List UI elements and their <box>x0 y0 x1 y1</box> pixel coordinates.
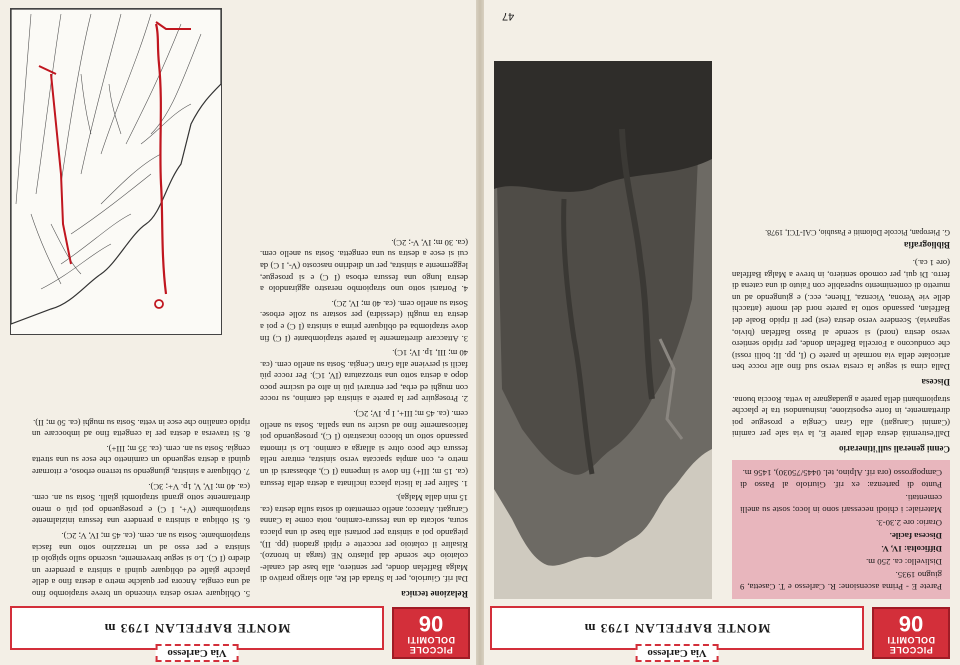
relazione-paragraph: 6. Si obliqua a sinistra a prendere una fessura inizialmente strapiombante (V+, I C) e proseguendo poi più o meno direttamente sotto grandi strapiombi gialli. Sosta su an. cem. (ca. 40 m; IV, V, 1p. V+; 3C). <box>32 481 250 527</box>
page-number: 47 <box>502 10 515 22</box>
left-page <box>482 0 960 665</box>
info-line: Discesa facile. <box>889 531 942 541</box>
mountain-photo <box>494 61 712 599</box>
section-text: Dalla cima si segue la cresta verso sud fino alle rocce ben articolate della via normale in parete O (I, pp. II; bolli rossi) che conducono a Forcella Baffelan donde, per ripido sentiero verso destra (nord) si scende al Passo Baffelan (bivio, segnavia). Scendere verso destra (est) per il ripido Boale del Baffelan, passando sotto la parete nord del monte (attacchi delle vie Verona, Vicenza, Thiene, ecc.) e giungendo ad un muretto di contenimento superabile con l'aiuto di una catena di ferro. Di qui, per comodo sentiero, in breve a Malga Baffelan (ore 1 ca.). <box>732 258 950 373</box>
info-line: Punto di partenza: ex rif. Giuriolo al Passo di Campogrosso (ora rif. Alpino, tel. 0445/75030), 1456 m. <box>740 468 942 490</box>
relazione-paragraph: 2. Proseguire per la parete a sinistra del camino, su rocce con mughi ed erba, per entrarvi più in alto ed uscirne poco dopo a destra sotto una strozzatura (IV, 1C). Per rocce più facili si perviene alla Gran Cengia. Sosta su anello cem. (ca. 40 m; III, 1p. IV; 1C). <box>260 348 468 405</box>
section-heading: Cenni generali sull'itinerario <box>839 444 950 454</box>
route-name: Via Carlesso <box>155 644 238 662</box>
page-header <box>8 605 470 661</box>
mountain-title: MONTE BAFFELAN 1793 m <box>103 621 291 636</box>
section-text: G. Pieropan, Piccole Dolomiti e Pasubio, CAI-TCI, 1978. <box>765 228 950 237</box>
route-topo-drawing <box>10 8 222 335</box>
series-label: PICCOLE <box>889 645 933 655</box>
text-columns <box>732 8 950 599</box>
info-line: Orario: ore 2.30-3. <box>876 518 942 528</box>
section-heading: Bibliografia <box>903 240 950 251</box>
topo-sketch <box>11 9 221 334</box>
section-text: Dall'estremità destra della parete E, la via sale per camini (Camini Carugati) alla Gran Cengia e prosegue poi direttamente, in forte esposizione, insinuandosi tra le placche strapiombanti della parete a guadagnare la vetta. Roccia buona. <box>732 394 950 440</box>
info-line: Materiale: i chiodi necessari sono in loco; soste su anelli cementati. <box>740 493 942 515</box>
series-label: DOLOMITI <box>407 635 455 645</box>
mountain-photo-image <box>494 61 712 599</box>
section-heading: Discesa <box>921 377 950 388</box>
route-info-box <box>732 460 950 599</box>
series-badge <box>392 607 470 659</box>
info-column <box>732 8 950 599</box>
series-badge <box>872 607 950 659</box>
route-number: 06 <box>418 611 444 636</box>
title-box <box>490 606 864 659</box>
relazione-paragraph: 4. Portarsi sotto uno strapiombo nerastro aggirandolo a destra lungo una fessura erbosa (I C) e si prosegue, leggermente a sinistra, per un diedrino nascosto (V-, I C) da cui si esce a destra su una cengetta. Sosta su anello cem. (ca. 30 m; IV, V-; 2C). <box>260 237 468 295</box>
section-heading: Relazione tecnica <box>401 589 468 599</box>
relazione-column-1 <box>260 8 468 599</box>
right-page <box>0 0 478 665</box>
page-header <box>490 605 950 661</box>
info-line: Dislivello: ca. 250 m. <box>866 557 942 567</box>
relazione-paragraph: 5. Obliquare verso destra vincendo un breve strapiombo fino ad una cengia. Ancora per qualche metro a destra fino a delle placche gialle ed obliquare quindi a sinistra a prendere un diedro (I C). Lo si segue brevemente, uscendo sullo spigolo di sinistra e per esso ad un terrazzino sotto una fascia strapiombante. Sosta su an. cem. (ca. 45 m; IV, V; 2C). <box>32 531 250 599</box>
relazione-paragraph: 1. Salire per la liscia placca inclinata a destra della fessura (ca. 15 m; III+) fin dove si impenna (I C), abbassarsi di un metro e, con ampia spaccata verso sinistra, entrare nella fessura che poco oltre si allarga a camino. Lo si rimonta passando sotto un blocco incastrato (I C), proseguendo poi faticosamente fino ad uscire su una spalla. Sosta su anello cem. (ca. 45 m; III+, I p. IV; 2C). <box>260 409 468 489</box>
relazione-paragraph: 8. Si traversa a destra per la cengetta fino ad imboccare un ripido canalino che esce in vetta. Sosta su mughi (ca. 50 m; II). <box>32 417 250 440</box>
info-line: Difficoltà: IV, V. <box>881 544 942 554</box>
route-name: Via Carlesso <box>635 644 718 662</box>
info-line: Parete E - Prima ascensione: R. Carlesso e T. Casetta, 9 giugno 1935. <box>740 570 942 592</box>
relazione-paragraph: 7. Obliquare a sinistra, giungendo su terreno erboso, e ritornare quindi a destra seguendo un caminetto che esce su una stretta cengia. Sosta su an. cem. (ca. 35 m; III+). <box>32 443 250 478</box>
relazione-paragraph: 3. Attaccare direttamente la parete strapiombante (I C) fin dove strapiomba ed obliquare prima a sinistra (I C) e poi a destra tra mughi (clessidra) per sostare su zolle erbose. Sosta su anello cem. (ca. 40 m; IV, 2C). <box>260 298 468 344</box>
route-number: 06 <box>898 611 924 636</box>
title-box <box>10 606 384 659</box>
series-label: PICCOLE <box>409 645 453 655</box>
mountain-title: MONTE BAFFELAN 1793 m <box>583 621 771 636</box>
relazione-paragraph: Dal rif. Giuriolo, per la Strada del Re, allo slargo prativo di Malga Baffelan donde, per sentiero, alla base del canale-colatoio che scende dal pilastro NE (targa in bronzo). Risalire il colatoio per roccette e ripidi gradoni (pp. II), piegando poi a sinistra per portarsi alla base di una placca scura, solcata da una fessura-camino, nota come la Canna Carugati. Attacco; anello cementato di sosta sulla destra (ca. 15 min dalla Malga). <box>260 493 468 585</box>
series-label: DOLOMITI <box>887 635 935 645</box>
